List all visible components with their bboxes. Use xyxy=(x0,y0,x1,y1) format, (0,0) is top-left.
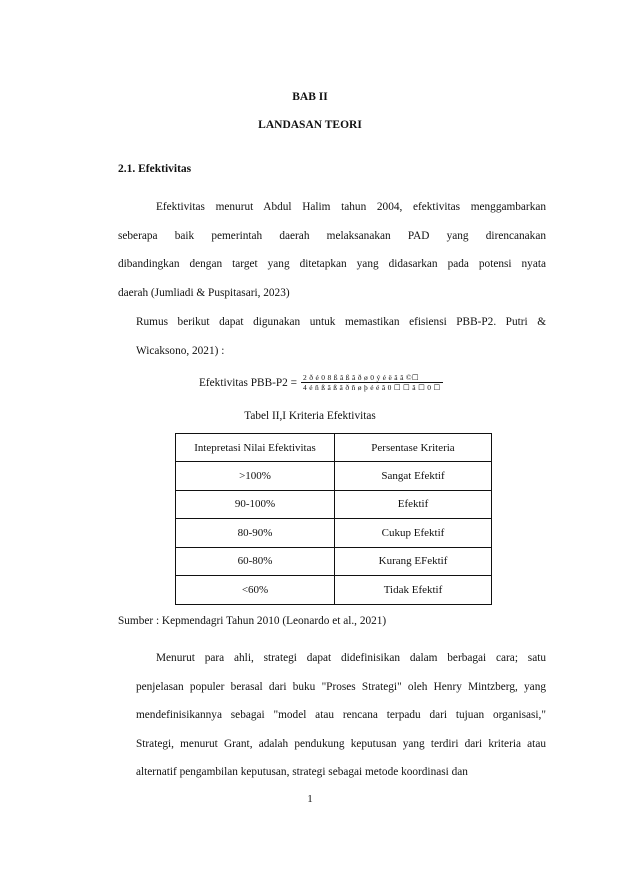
chapter-title: LANDASAN TEORI xyxy=(258,119,362,131)
table-cell: 60-80% xyxy=(176,547,335,576)
table-header-cell: Intepretasi Nilai Efektivitas xyxy=(176,434,335,462)
formula-numerator: 2 ð é 0 8 ß ã ß ã ð ø 0 ý é ë ã ã ©☐ xyxy=(301,373,443,383)
table-row xyxy=(176,547,492,576)
table-cell: >100% xyxy=(176,462,335,491)
criteria-table xyxy=(175,433,492,605)
table-row xyxy=(176,490,492,519)
paragraph-strategi xyxy=(136,644,546,787)
table-row xyxy=(176,576,492,605)
paragraph-line: daerah (Jumliadi & Puspitasari, 2023) xyxy=(118,286,290,299)
formula-denominator: 4 é ñ ß ã ß ã ð ñ ø þ é é ã 0 ☐ ☐ ã ☐ 0 ☐ xyxy=(303,383,441,392)
paragraph-line: mendefinisikannya sebagai "model atau rencana terpadu dari tujuan organisasi," xyxy=(136,709,546,722)
paragraph-line: seberapa baik pemerintah daerah melaksanakan PAD yang direncanakan xyxy=(118,229,546,242)
table-row xyxy=(176,519,492,548)
table-cell: Tidak Efektif xyxy=(335,576,492,605)
paragraph-line: Menurut para ahli, strategi dapat didefinisikan dalam berbagai cara; satu xyxy=(156,652,546,664)
table-cell: 90-100% xyxy=(176,490,335,519)
page-number: 1 xyxy=(307,793,313,805)
table-header-cell: Persentase Kriteria xyxy=(335,434,492,462)
table-cell: 80-90% xyxy=(176,519,335,548)
table-row xyxy=(176,462,492,491)
table-cell: Cukup Efektif xyxy=(335,519,492,548)
formula-fraction xyxy=(301,373,443,392)
paragraph-rumus xyxy=(136,308,546,365)
table-header-row xyxy=(176,434,492,462)
paragraph-efektivitas xyxy=(118,193,546,307)
table-caption: Tabel II,I Kriteria Efektivitas xyxy=(244,410,376,422)
table-cell: Efektif xyxy=(335,490,492,519)
table-source: Sumber : Kepmendagri Tahun 2010 (Leonardo et al., 2021) xyxy=(118,615,387,627)
paragraph-line: Efektivitas menurut Abdul Halim tahun 2004, efektivitas menggambarkan xyxy=(156,201,546,213)
formula-label: Efektivitas PBB-P2 = xyxy=(199,376,298,389)
table-cell: Sangat Efektif xyxy=(335,462,492,491)
section-heading: 2.1. Efektivitas xyxy=(118,163,192,175)
chapter-number: BAB II xyxy=(292,91,328,103)
table-cell: Kurang EFektif xyxy=(335,547,492,576)
paragraph-line: penjelasan populer berasal dari buku "Proses Strategi" oleh Henry Mintzberg, yang xyxy=(136,680,546,693)
efektivitas-formula xyxy=(199,373,443,392)
paragraph-line: Wicaksono, 2021) : xyxy=(136,344,225,357)
paragraph-line: Rumus berikut dapat digunakan untuk memastikan efisiensi PBB-P2. Putri & xyxy=(136,316,546,328)
paragraph-line: alternatif pengambilan keputusan, strategi sebagai metode koordinasi dan xyxy=(136,766,468,779)
table-cell: <60% xyxy=(176,576,335,605)
paragraph-line: Strategi, menurut Grant, adalah pendukung keputusan yang terdiri dari kriteria atau xyxy=(136,737,546,750)
paragraph-line: dibandingkan dengan target yang ditetapkan yang didasarkan pada potensi nyata xyxy=(118,258,546,271)
